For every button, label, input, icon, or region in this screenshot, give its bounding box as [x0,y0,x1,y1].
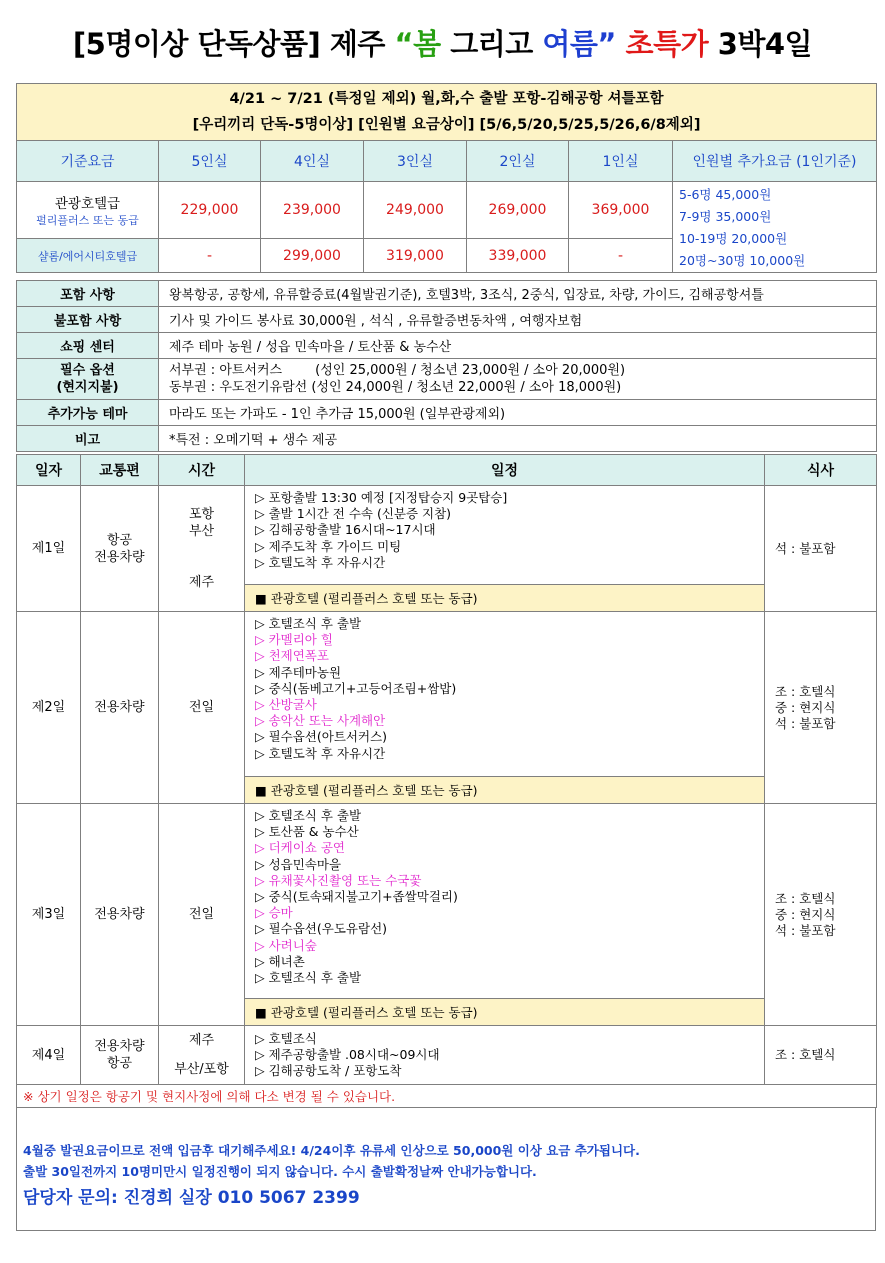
col-base-fare: 기준요금 [17,141,159,182]
itinerary-item: ▷ 중식(토속돼지불고기+좁쌀막걸리) [255,889,458,905]
itinerary-item: ▷ 카멜리아 힐 [255,632,333,648]
excluded-value: 기사 및 가이드 봉사료 30,000원 , 석식 , 유류할증변동차액 , 여행자보험 [159,307,877,333]
itinerary-item: ▷ 유채꽃사진촬영 또는 수국꽃 [255,872,422,888]
footer-line2: 출발 30일전까지 10명미만시 일정진행이 되지 않습니다. 수시 출발확정날짜 안내가능합니다. [23,1164,537,1179]
row-tourist-hotel-label: 관광호텔급 [54,196,121,213]
time-line: 전일 [188,700,215,715]
title-part1: [5명이상 단독상품] 제주 [72,27,395,61]
meal-line: 조 : 호텔식 [775,890,836,906]
meal-line: 조 : 호텔식 [775,683,836,699]
itinerary-item: ▷ 호텔조식 후 출발 [255,808,362,823]
itinerary-item: ▷ 송악산 또는 사계해안 [255,713,386,729]
transport-line: 전용차량 [94,549,145,565]
option-east: 동부권 : 우도전기유람선 (성인 24,000원 / 청소년 22,000원 / 소아 18,000원) [169,380,622,395]
extra-fee-item: 5-6명 45,000원 [679,187,772,202]
itinerary-item: ▷ 호텔조식 후 출발 [255,970,362,986]
time-line: 부산 [188,524,215,539]
price-cell: 339,000 [467,239,569,273]
included-value: 왕복항공, 공항세, 유류할증료(4월발권기준), 호텔3박, 3조식, 2중식, 입장료, 차량, 가이드, 김해공항셔틀 [159,281,877,307]
meal-line: 중 : 현지식 [775,906,836,922]
meal-line: 석 : 불포함 [775,922,836,938]
row-shalom-hotel: 샬롬/에어시티호텔급 [17,239,159,273]
transport-line: 전용차량 [94,907,145,922]
itinerary-item: ▷ 호텔도착 후 자유시간 [255,745,386,761]
meal-line: 석 : 불포함 [775,540,836,556]
col-room5: 5인실 [159,141,261,182]
price-header-line1: 4/21 ~ 7/21 (특정일 제외) 월,화,수 출발 포항-김해공항 셔틀포함 [229,91,664,107]
time-line: 제주 [188,1033,215,1048]
itinerary-item: ▷ 출발 1시간 전 수속 (신분증 지참) [255,506,452,522]
day-meal [765,1026,877,1085]
day-transport [81,612,159,804]
day-transport [81,1026,159,1085]
included-label: 포함 사항 [17,281,159,307]
header-time: 시간 [159,455,245,486]
day-itinerary [245,486,765,585]
title-part2: 그리고 [440,27,543,61]
extra-fee-item: 20명~30명 10,000원 [679,253,806,268]
itinerary-item: ▷ 중식(돔베고기+고등어조림+쌈밥) [255,680,457,696]
price-cell: 229,000 [159,182,261,239]
schedule-table [16,454,877,1108]
contact-info: 담당자 문의: 진경희 실장 010 5067 2399 [23,1188,360,1208]
col-room3: 3인실 [364,141,467,182]
time-spacer [159,1049,244,1061]
transport-line: 항공 [106,1056,133,1071]
price-cell: 319,000 [364,239,467,273]
price-header [17,84,877,141]
day-itinerary [245,804,765,999]
col-extra-fee: 인원별 추가요금 (1인기준) [673,141,877,182]
header-itinerary: 일정 [245,455,765,486]
row-tourist-hotel-sub: 펄리플러스 또는 동급 [36,214,139,228]
extra-fee-item: 10-19명 20,000원 [679,231,788,246]
price-cell: 369,000 [569,182,673,239]
day-meal [765,486,877,612]
itinerary-item: ▷ 성읍민속마을 [255,856,342,872]
day-itinerary [245,612,765,777]
itinerary-item: ▷ 호텔조식 [255,1030,317,1046]
itinerary-item: ▷ 호텔조식 후 출발 [255,616,362,631]
day-meal [765,804,877,1026]
extra-fee-list [673,182,877,273]
time-line: 포항 [188,507,215,522]
day-transport [81,486,159,612]
option-label-line1: 필수 옵션 [60,363,115,378]
col-room2: 2인실 [467,141,569,182]
header-day: 일자 [17,455,81,486]
title-spring: “봄 [394,27,441,61]
day-time [159,486,245,612]
shopping-value: 제주 테마 농원 / 성읍 민속마을 / 토산품 & 농수산 [159,333,877,359]
hotel-info: ■ 관광호텔 (펄리플러스 호텔 또는 동급) [245,585,765,612]
price-cell: 249,000 [364,182,467,239]
note-value: *특전 : 오메기떡 + 생수 제공 [159,426,877,452]
itinerary-item: ▷ 토산품 & 농수산 [255,824,359,840]
day-meal [765,612,877,804]
extra-fee-item: 7-9명 35,000원 [679,209,772,224]
meal-line: 석 : 불포함 [775,715,836,731]
itinerary-item: ▷ 천제연폭포 [255,648,329,664]
price-table [16,83,877,273]
itinerary-item: ▷ 제주도착 후 가이드 미팅 [255,538,402,554]
price-cell: 299,000 [261,239,364,273]
transport-line: 항공 [106,532,133,548]
shopping-label: 쇼핑 센터 [17,333,159,359]
day-time [159,804,245,1026]
price-cell: 239,000 [261,182,364,239]
option-west: 서부권 : 아트서커스 (성인 25,000원 / 청소년 23,000원 / 소아 20,000원) [169,363,626,378]
price-cell: - [569,239,673,273]
price-cell: - [159,239,261,273]
page-title [0,22,885,63]
price-cell: 269,000 [467,182,569,239]
itinerary-item: ▷ 필수옵션(아트서커스) [255,729,388,745]
transport-line: 전용차량 [94,1039,145,1054]
time-line: 부산/포항 [174,1062,229,1077]
meal-line: 중 : 현지식 [775,699,836,715]
day-label: 제2일 [17,612,81,804]
footer-box [16,1107,876,1231]
itinerary-item: ▷ 산방굴사 [255,697,317,713]
col-room1: 1인실 [569,141,673,182]
header-transport: 교통편 [81,455,159,486]
transport-line: 전용차량 [94,700,145,715]
theme-label: 추가가능 테마 [17,400,159,426]
itinerary-item: ▷ 호텔도착 후 자유시간 [255,554,386,570]
schedule-notice: ※ 상기 일정은 항공기 및 현지사정에 의해 다소 변경 될 수 있습니다. [17,1085,877,1108]
option-label-line2: (현지지불) [56,380,119,395]
day-label: 제3일 [17,804,81,1026]
day-label: 제1일 [17,486,81,612]
col-room4: 4인실 [261,141,364,182]
meal-line: 조 : 호텔식 [775,1047,836,1062]
day-label: 제4일 [17,1026,81,1085]
title-special: 초특가 [615,27,709,61]
hotel-info: ■ 관광호텔 (펄리플러스 호텔 또는 동급) [245,999,765,1026]
time-line: 전일 [188,907,215,922]
day-itinerary [245,1026,765,1085]
itinerary-item: ▷ 필수옵션(우도유람선) [255,921,388,937]
title-duration: 3박4일 [708,27,813,61]
itinerary-item: ▷ 김해공항출발 16시대~17시대 [255,522,436,538]
option-value [159,359,877,400]
hotel-info: ■ 관광호텔 (펄리플러스 호텔 또는 동급) [245,777,765,804]
day-time [159,1026,245,1085]
itinerary-item: ▷ 김해공항도착 / 포항도착 [255,1063,402,1079]
itinerary-item: ▷ 제주테마농원 [255,664,342,680]
itinerary-item: ▷ 승마 [255,905,293,921]
time-spacer [159,540,244,574]
day-transport [81,804,159,1026]
title-summer: 여름” [542,27,616,61]
time-line: 제주 [188,575,215,590]
itinerary-item: ▷ 포항출발 13:30 예정 [지정탑승지 9곳탑승] [255,490,508,505]
itinerary-item: ▷ 제주공항출발 .08시대~09시대 [255,1046,440,1062]
option-label [17,359,159,400]
itinerary-item: ▷ 사려니숲 [255,937,317,953]
header-meal: 식사 [765,455,877,486]
excluded-label: 불포함 사항 [17,307,159,333]
row-tourist-hotel [17,182,159,239]
itinerary-item: ▷ 해녀촌 [255,953,305,969]
price-header-line2: [우리끼리 단독-5명이상] [인원별 요금상이] [5/6,5/20,5/25,5/26,6/8제외] [192,117,701,133]
note-label: 비고 [17,426,159,452]
theme-value: 마라도 또는 가파도 - 1인 추가금 15,000원 (일부관광제외) [159,400,877,426]
itinerary-item: ▷ 더케이쇼 공연 [255,840,346,856]
info-table [16,280,877,452]
footer-line1: 4월중 발권요금이므로 전액 입금후 대기해주세요! 4/24이후 유류세 인상으로 50,000원 이상 요금 추가됩니다. [23,1143,640,1158]
day-time [159,612,245,804]
